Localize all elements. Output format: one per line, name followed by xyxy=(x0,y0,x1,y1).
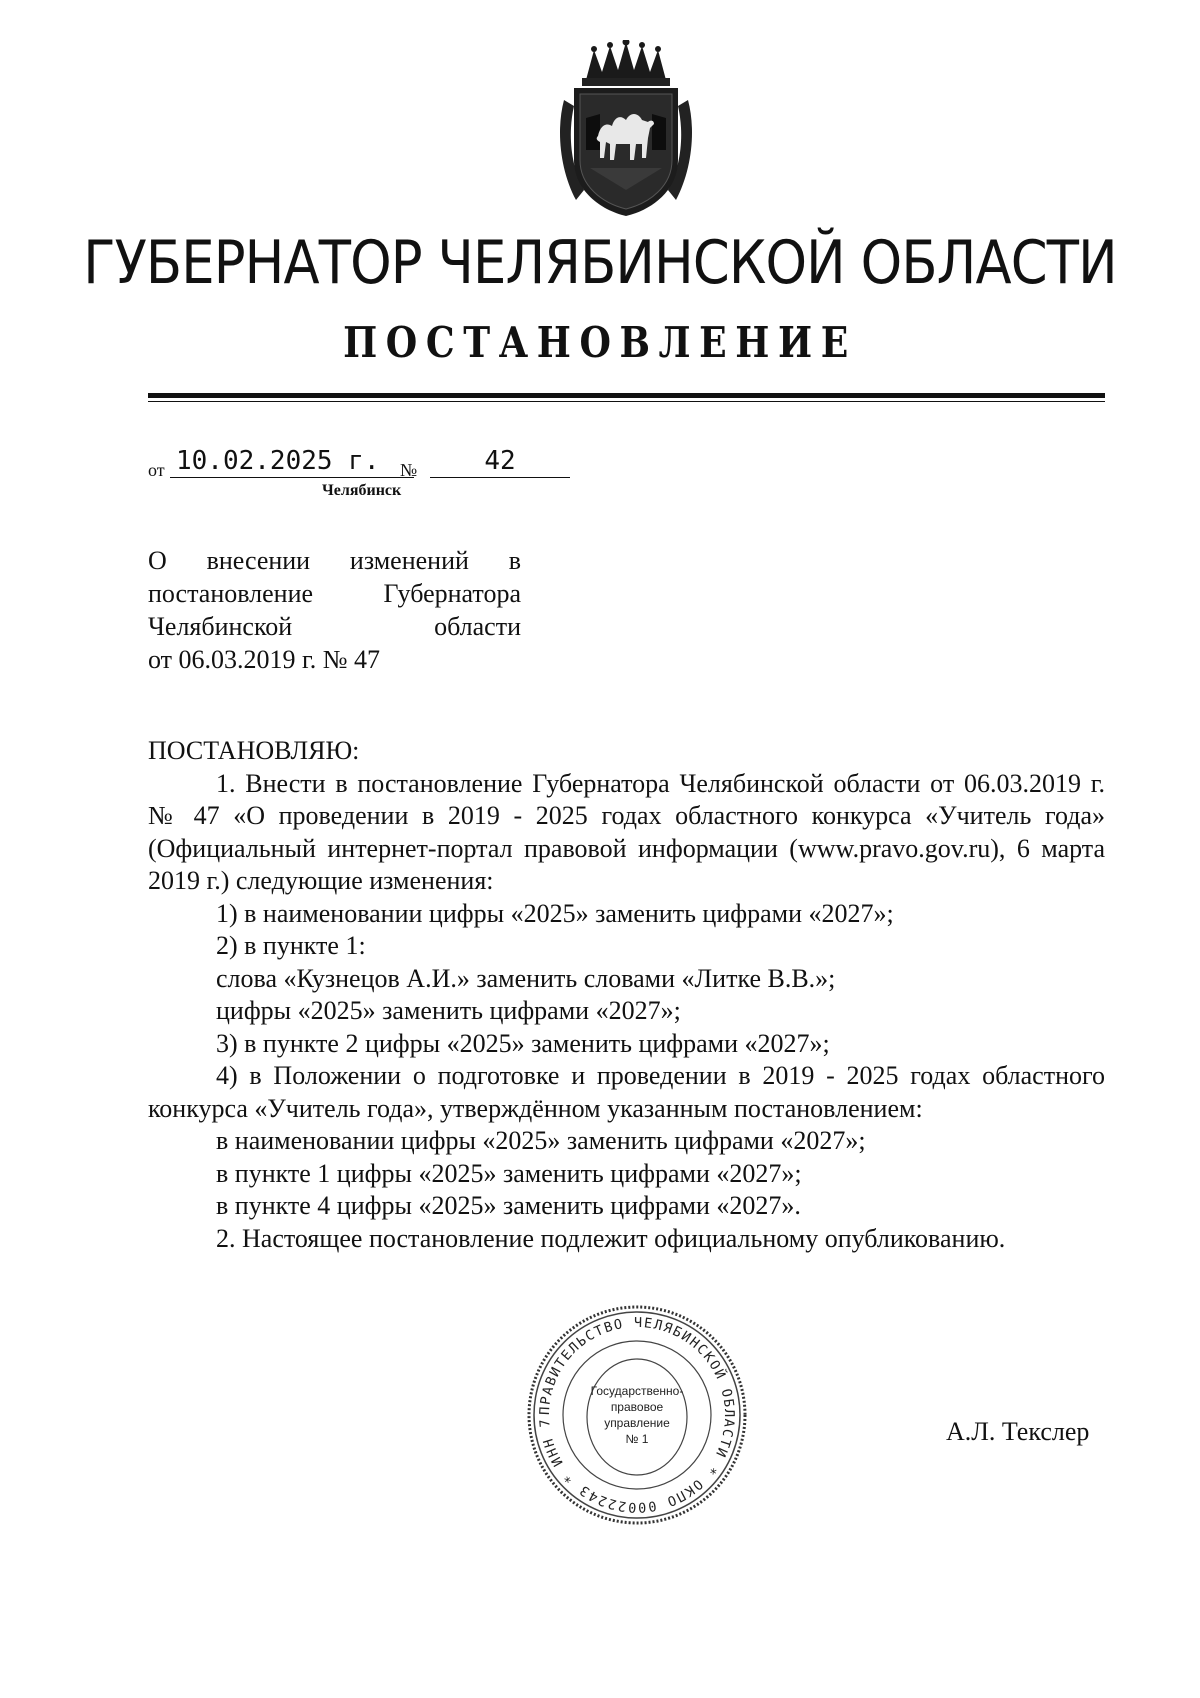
paragraph-2: 2. Настоящее постановление подлежит официальному опубликованию. xyxy=(216,1223,1006,1253)
svg-text:Государственно-: Государственно- xyxy=(590,1384,684,1398)
document-type: ПОСТАНОВЛЕНИЕ xyxy=(343,318,857,367)
item-3: 3) в пункте 2 цифры «2025» заменить цифрами «2027»; xyxy=(216,1028,830,1058)
document-number: 42 xyxy=(430,446,570,478)
svg-text:управление: управление xyxy=(604,1416,670,1430)
item-2a: слова «Кузнецов А.И.» заменить словами «Литке В.В.»; xyxy=(216,963,836,993)
number-label: № xyxy=(400,460,418,480)
paragraph-1: 1. Внести в постановление Губернатора Челябинской области от 06.03.2019 г. № 47 «О проведении в 2019 - 2025 годах областного конкурса «Учитель года» (Официальный интернет-портал правовой информации (www.pravo.gov.ru), 6 марта 2019 г.) следующие изменения: xyxy=(148,768,1105,895)
subject-line: О внесении изменений в xyxy=(148,546,521,575)
subject-line: от 06.03.2019 г. № 47 xyxy=(148,645,381,674)
document-body xyxy=(148,735,1105,1255)
decree-word: ПОСТАНОВЛЯЮ: xyxy=(148,736,360,765)
item-4c: в пункте 4 цифры «2025» заменить цифрами «2027». xyxy=(216,1191,801,1220)
svg-text:№ 1: № 1 xyxy=(625,1432,649,1446)
header-divider-thick xyxy=(148,393,1105,398)
official-seal-icon xyxy=(525,1303,749,1527)
subject-line: Челябинской области xyxy=(148,612,521,641)
item-4a: в наименовании цифры «2025» заменить цифрами «2027»; xyxy=(216,1126,866,1155)
coat-of-arms-icon xyxy=(556,40,696,218)
svg-text:правовое: правовое xyxy=(610,1400,664,1414)
svg-text:ПРАВИТЕЛЬСТВО ЧЕЛЯБИНСКОЙ ОБЛА: ПРАВИТЕЛЬСТВО ЧЕЛЯБИНСКОЙ ОБЛАСТИ * ОКПО 00022243 * ИНН 7 xyxy=(536,1314,738,1516)
item-1: 1) в наименовании цифры «2025» заменить цифрами «2027»; xyxy=(216,898,894,928)
signatory-name: А.Л. Текслер xyxy=(946,1417,1090,1446)
city-name: Челябинск xyxy=(322,482,402,499)
item-2: 2) в пункте 1: xyxy=(216,931,366,960)
document-date: 10.02.2025 г. xyxy=(170,446,414,478)
document-subject xyxy=(148,544,521,676)
item-2b: цифры «2025» заменить цифрами «2027»; xyxy=(216,996,681,1025)
page-title: ГУБЕРНАТОР ЧЕЛЯБИНСКОЙ ОБЛАСТИ xyxy=(83,228,1117,298)
item-4b: в пункте 1 цифры «2025» заменить цифрами «2027»; xyxy=(216,1158,802,1188)
from-label: от xyxy=(148,460,165,480)
subject-line: постановление Губернатора xyxy=(148,579,521,608)
item-4: 4) в Положении о подготовке и проведении в 2019 - 2025 годах областного конкурса «Учитель года», утверждённом указанным постановлением: xyxy=(148,1061,1105,1123)
header-divider-thin xyxy=(148,401,1105,402)
